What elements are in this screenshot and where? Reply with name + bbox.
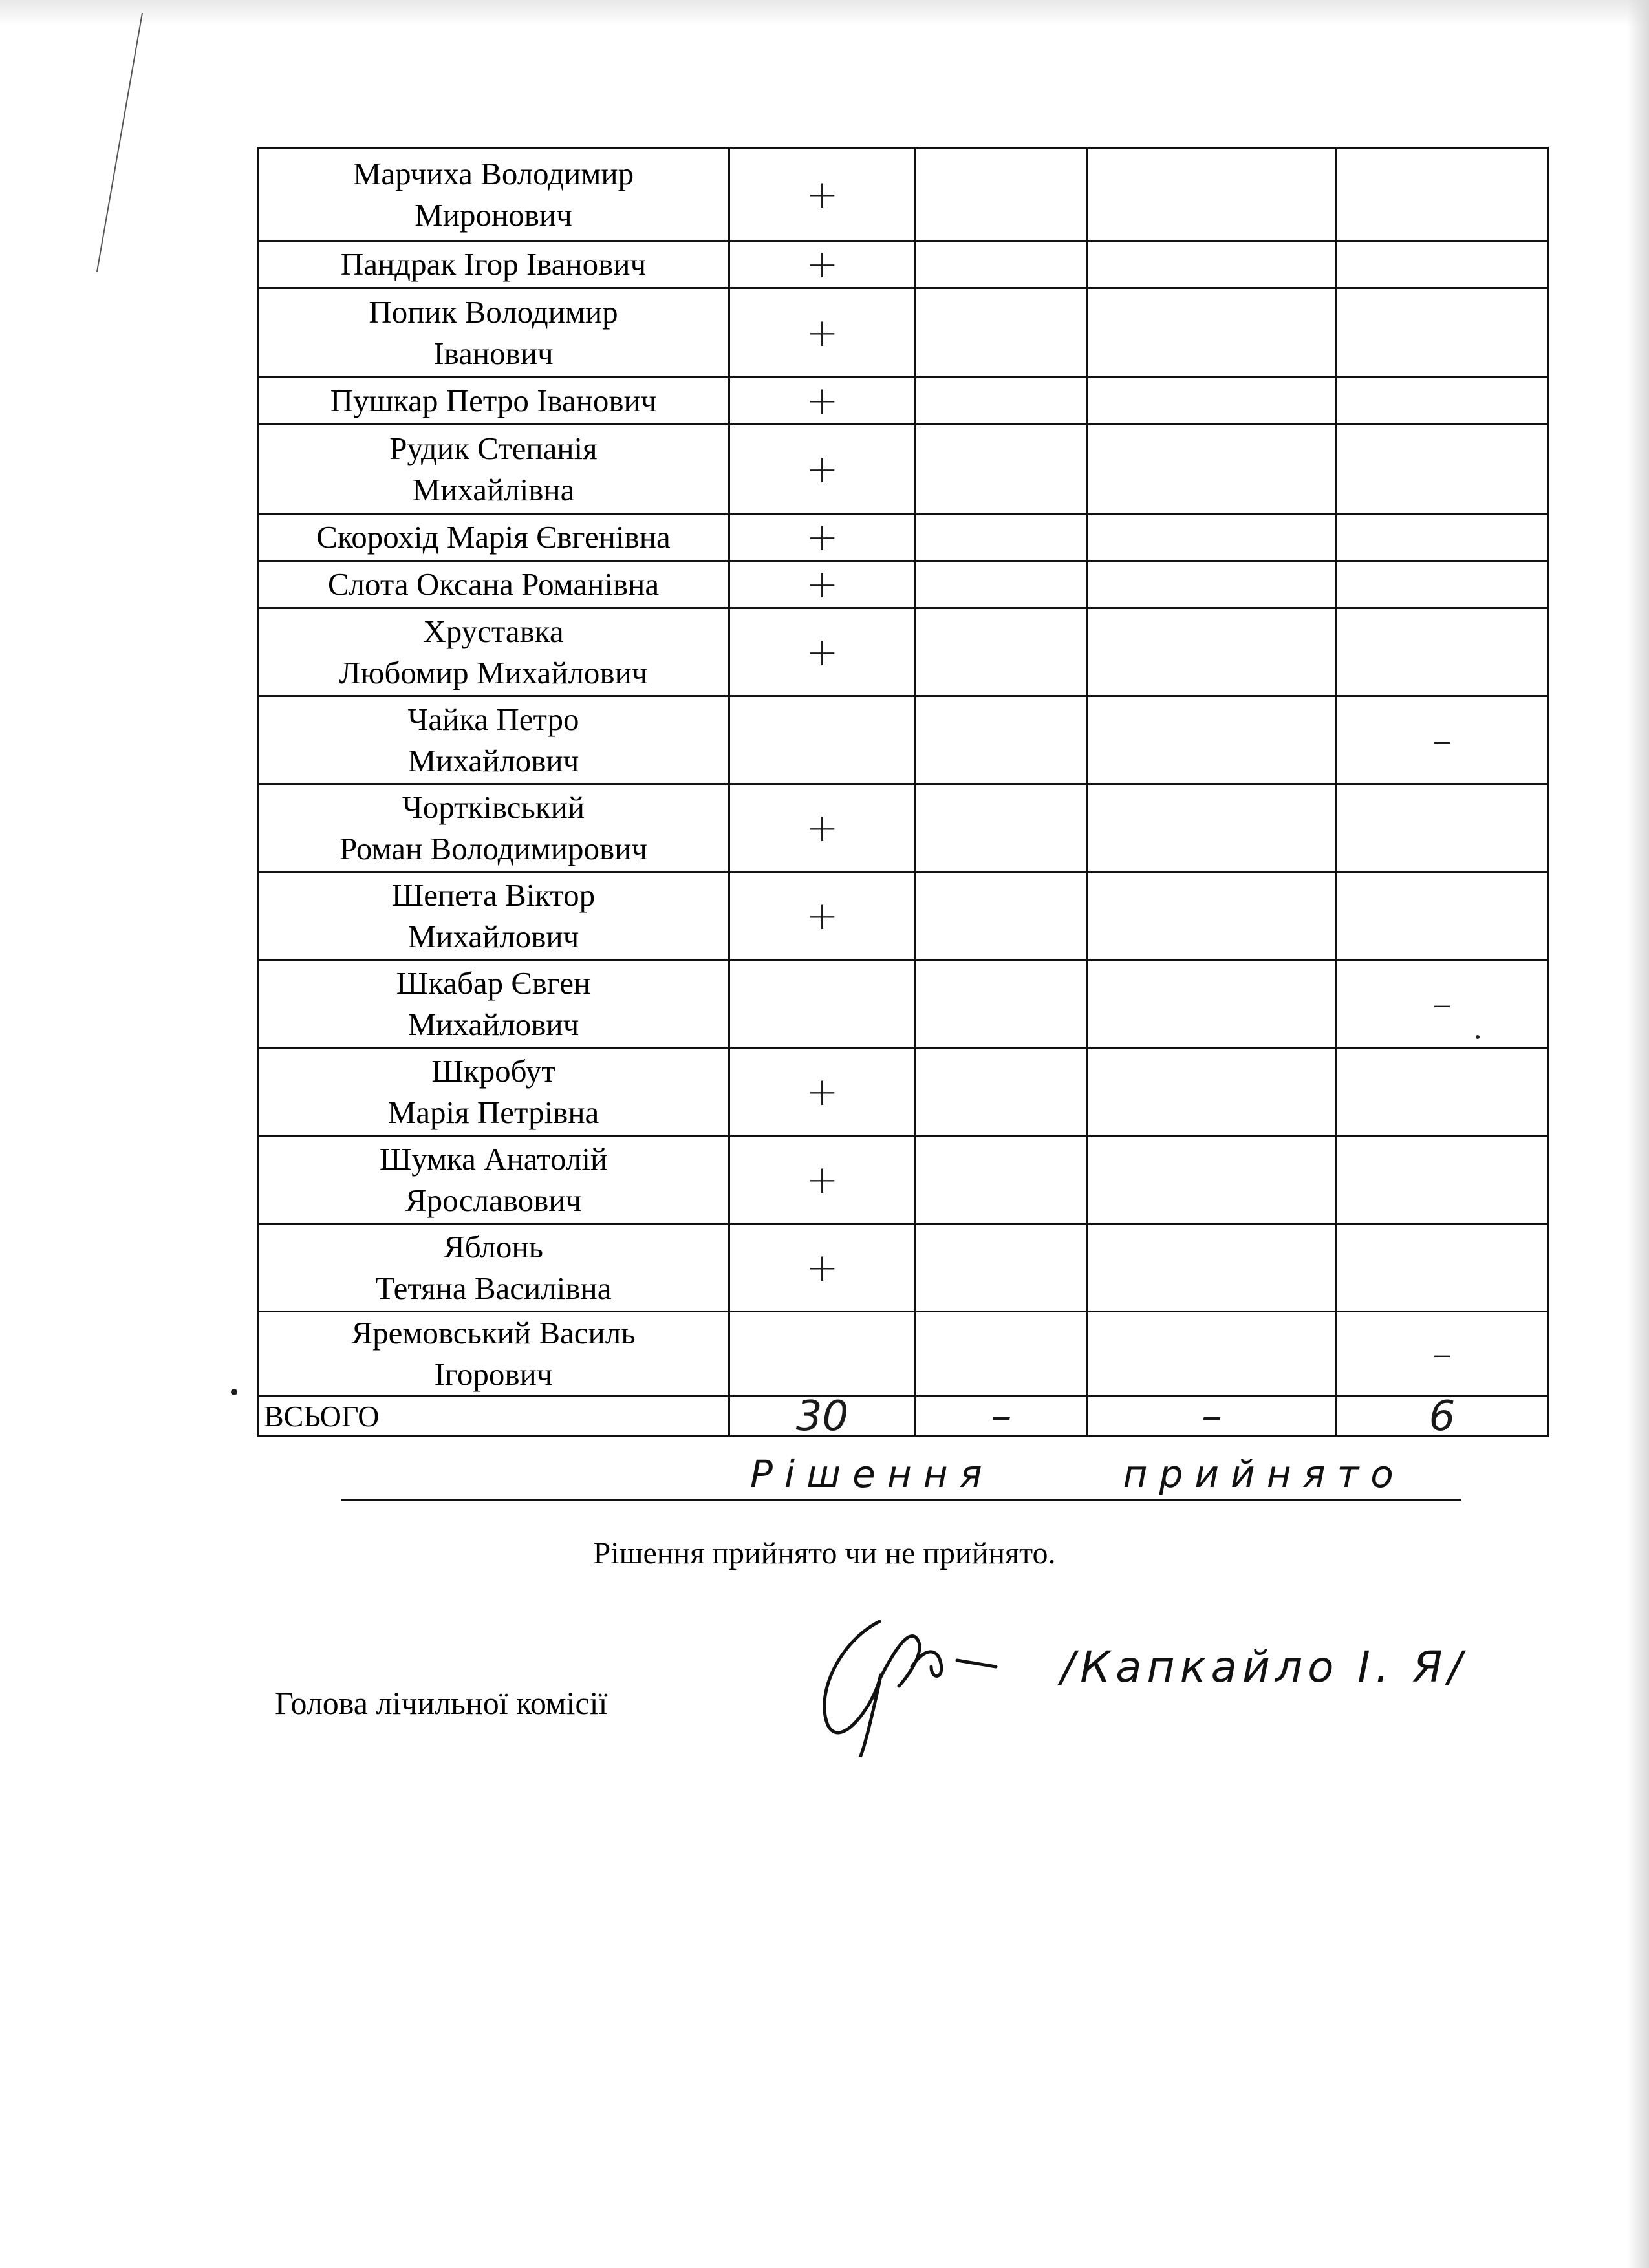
signature-image — [802, 1602, 1048, 1757]
table-row — [258, 696, 1548, 784]
not-voted-mark — [1337, 148, 1548, 241]
vote-against-mark — [916, 241, 1088, 288]
not-voted-mark — [1337, 872, 1548, 960]
not-voted-mark — [1337, 514, 1548, 561]
vote-abstained-mark — [1088, 288, 1337, 378]
vote-for-mark: + — [729, 241, 916, 288]
vote-against-mark — [916, 1136, 1088, 1224]
not-voted-mark — [1337, 1224, 1548, 1312]
not-voted-mark: – — [1337, 1312, 1548, 1396]
vote-against-mark — [916, 288, 1088, 378]
table-row — [258, 1136, 1548, 1224]
not-voted-mark: – — [1337, 960, 1548, 1048]
not-voted-mark — [1337, 378, 1548, 425]
table-row — [258, 1224, 1548, 1312]
vote-abstained-mark — [1088, 425, 1337, 514]
vote-against-mark — [916, 378, 1088, 425]
deputy-name: Пандрак Ігор Іванович — [258, 241, 729, 288]
vote-abstained-mark — [1088, 608, 1337, 696]
table-row — [258, 1048, 1548, 1136]
table-row — [258, 784, 1548, 872]
vote-abstained-mark — [1088, 1224, 1337, 1312]
vote-for-mark — [729, 1312, 916, 1396]
vote-abstained-mark — [1088, 784, 1337, 872]
vote-against-mark — [916, 696, 1088, 784]
vote-for-mark: + — [729, 1136, 916, 1224]
vote-abstained-mark — [1088, 241, 1337, 288]
vote-against-mark — [916, 608, 1088, 696]
deputy-name: Шкробут Марія Петрівна — [258, 1048, 729, 1136]
vote-for-mark: + — [729, 425, 916, 514]
vote-against-mark — [916, 561, 1088, 608]
not-voted-mark: – — [1337, 696, 1548, 784]
deputy-name: Марчиха Володимир Миронович — [258, 148, 729, 241]
scan-speck — [1476, 1035, 1480, 1039]
vote-for-mark — [729, 960, 916, 1048]
vote-abstained-mark — [1088, 148, 1337, 241]
deputy-name: Чайка Петро Михайлович — [258, 696, 729, 784]
deputy-name: Слота Оксана Романівна — [258, 561, 729, 608]
table-row — [258, 514, 1548, 561]
vote-abstained-mark — [1088, 1312, 1337, 1396]
not-voted-mark — [1337, 608, 1548, 696]
table-row — [258, 608, 1548, 696]
vote-against-mark — [916, 1048, 1088, 1136]
vote-for-mark: + — [729, 1048, 916, 1136]
not-voted-mark — [1337, 561, 1548, 608]
not-voted-mark — [1337, 288, 1548, 378]
deputy-name: Яблонь Тетяна Василівна — [258, 1224, 729, 1312]
table-row — [258, 148, 1548, 241]
vote-abstained-mark — [1088, 1048, 1337, 1136]
vote-for-mark: + — [729, 872, 916, 960]
vote-against-mark — [916, 960, 1088, 1048]
deputy-name: Хруставка Любомир Михайлович — [258, 608, 729, 696]
vote-for-mark: + — [729, 378, 916, 425]
table-row — [258, 872, 1548, 960]
voting-results-body — [258, 148, 1548, 1440]
chair-label: Голова лічильної комісії — [275, 1685, 608, 1721]
handwritten-decision-word: Рішення — [750, 1452, 994, 1496]
vote-abstained-mark — [1088, 872, 1337, 960]
not-voted-mark — [1337, 784, 1548, 872]
deputy-name: Шумка Анатолій Ярославович — [258, 1136, 729, 1224]
vote-abstained-mark — [1088, 696, 1337, 784]
vote-abstained-mark — [1088, 960, 1337, 1048]
deputy-name: Чортківський Роман Володимирович — [258, 784, 729, 872]
vote-against-mark — [916, 872, 1088, 960]
total-not-voted: 6 — [1337, 1396, 1548, 1437]
vote-for-mark: + — [729, 608, 916, 696]
total-label: ВСЬОГО — [258, 1396, 729, 1437]
vote-for-mark: + — [729, 1224, 916, 1312]
table-row — [258, 960, 1548, 1048]
vote-against-mark — [916, 1312, 1088, 1396]
total-abstained: – — [1088, 1396, 1337, 1437]
table-row — [258, 378, 1548, 425]
table-row — [258, 288, 1548, 378]
deputy-name: Попик Володимир Іванович — [258, 288, 729, 378]
scan-fold-line — [0, 0, 168, 2268]
vote-for-mark: + — [729, 514, 916, 561]
not-voted-mark — [1337, 241, 1548, 288]
vote-abstained-mark — [1088, 378, 1337, 425]
vote-against-mark — [916, 425, 1088, 514]
table-row — [258, 1312, 1548, 1396]
total-against: – — [916, 1396, 1088, 1437]
deputy-name: Яремовський Василь Ігорович — [258, 1312, 729, 1396]
vote-against-mark — [916, 514, 1088, 561]
deputy-name: Рудик Степанія Михайлівна — [258, 425, 729, 514]
vote-abstained-mark — [1088, 514, 1337, 561]
total-row — [258, 1396, 1548, 1437]
handwritten-decision — [750, 1452, 1405, 1496]
table-row — [258, 561, 1548, 608]
scan-edge-top — [0, 0, 1649, 26]
voting-results-table — [257, 147, 1549, 1440]
decision-underline — [341, 1499, 1461, 1501]
vote-for-mark: + — [729, 784, 916, 872]
handwritten-decision-word: прийнято — [1123, 1452, 1405, 1496]
handwritten-chair-name: /Капкайло І. Я/ — [1061, 1642, 1467, 1692]
deputy-name: Шепета Віктор Михайлович — [258, 872, 729, 960]
scan-speck — [231, 1389, 237, 1395]
decision-caption: Рішення прийнято чи не прийнято. — [593, 1536, 1056, 1570]
not-voted-mark — [1337, 425, 1548, 514]
vote-for-mark: + — [729, 288, 916, 378]
vote-against-mark — [916, 784, 1088, 872]
total-for: 30 — [729, 1396, 916, 1437]
vote-for-mark — [729, 696, 916, 784]
not-voted-mark — [1337, 1048, 1548, 1136]
not-voted-mark — [1337, 1136, 1548, 1224]
scan-edge-right — [1627, 0, 1649, 2268]
vote-abstained-mark — [1088, 1136, 1337, 1224]
deputy-name: Пушкар Петро Іванович — [258, 378, 729, 425]
table-row — [258, 241, 1548, 288]
deputy-name: Шкабар Євген Михайлович — [258, 960, 729, 1048]
vote-against-mark — [916, 1224, 1088, 1312]
vote-against-mark — [916, 148, 1088, 241]
deputy-name: Скорохід Марія Євгенівна — [258, 514, 729, 561]
vote-abstained-mark — [1088, 561, 1337, 608]
vote-for-mark: + — [729, 148, 916, 241]
vote-for-mark: + — [729, 561, 916, 608]
table-row — [258, 425, 1548, 514]
